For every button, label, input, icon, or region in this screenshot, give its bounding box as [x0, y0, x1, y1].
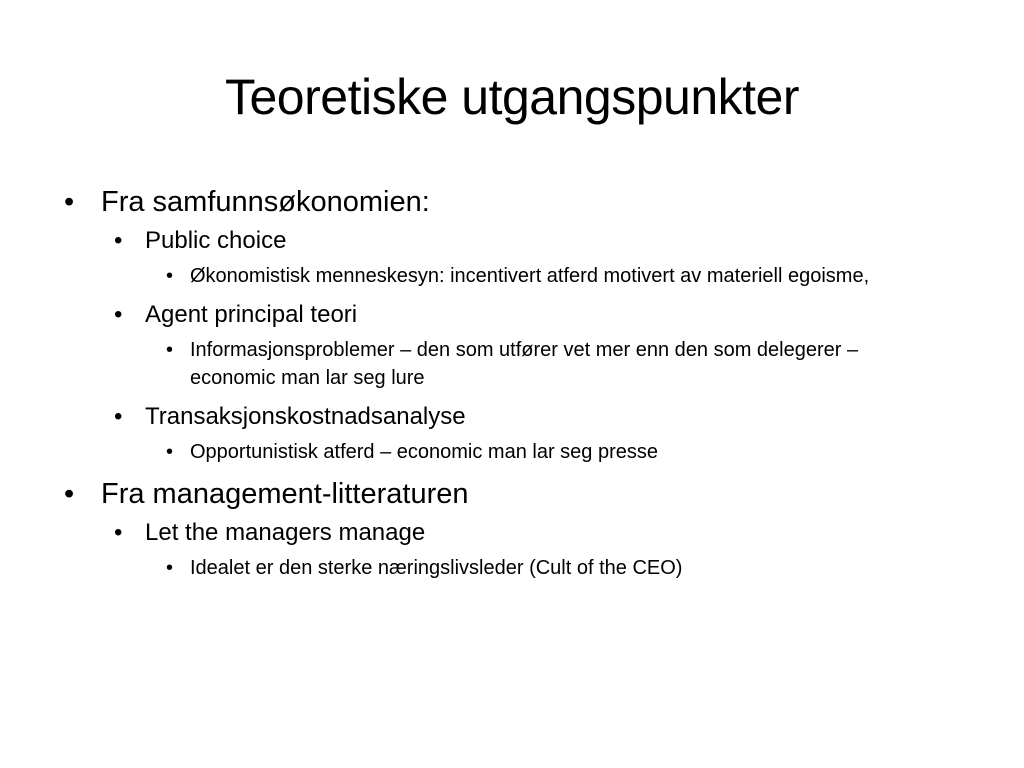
list-item — [62, 402, 962, 432]
bullet-icon: • — [166, 441, 174, 463]
list-item — [62, 300, 962, 330]
bullet-icon: • — [166, 557, 174, 579]
list-item-text: Public choice — [145, 227, 287, 254]
slide-title: Teoretiske utgangspunkter — [225, 69, 799, 125]
bullet-icon: • — [64, 478, 75, 510]
list-item-text: Transaksjonskostnadsanalyse — [145, 403, 466, 430]
bullet-icon: • — [114, 403, 123, 430]
list-item — [62, 262, 940, 290]
list-item-text: Let the managers manage — [145, 519, 426, 546]
list-item-text: Idealet er den sterke næringslivsleder (Cult of the CEO) — [190, 557, 683, 579]
list-item-text: Agent principal teori — [145, 301, 358, 328]
list-item-text: Økonomistisk menneskesyn: incentivert atferd motivert av materiell egoisme, — [190, 265, 870, 287]
list-item-text: Fra management-litteraturen — [101, 478, 469, 510]
list-item — [62, 336, 940, 392]
bullet-icon: • — [64, 186, 75, 218]
bullet-icon: • — [166, 339, 174, 361]
bullet-icon: • — [166, 265, 174, 287]
list-item-text: Informasjonsproblemer – den som utfører vet mer enn den som delegerer – economic man lar seg lure — [190, 339, 859, 389]
list-item-text: Fra samfunnsøkonomien: — [101, 186, 430, 218]
bullet-icon: • — [114, 227, 123, 254]
list-item — [62, 554, 940, 582]
list-item — [62, 518, 962, 548]
bullet-icon: • — [114, 301, 123, 328]
list-item — [62, 438, 940, 466]
list-item-text: Opportunistisk atferd – economic man lar seg presse — [190, 441, 658, 463]
list-item — [62, 184, 962, 220]
list-item — [62, 476, 962, 512]
list-item — [62, 226, 962, 256]
bullet-icon: • — [114, 519, 123, 546]
bullet-list — [62, 184, 962, 588]
